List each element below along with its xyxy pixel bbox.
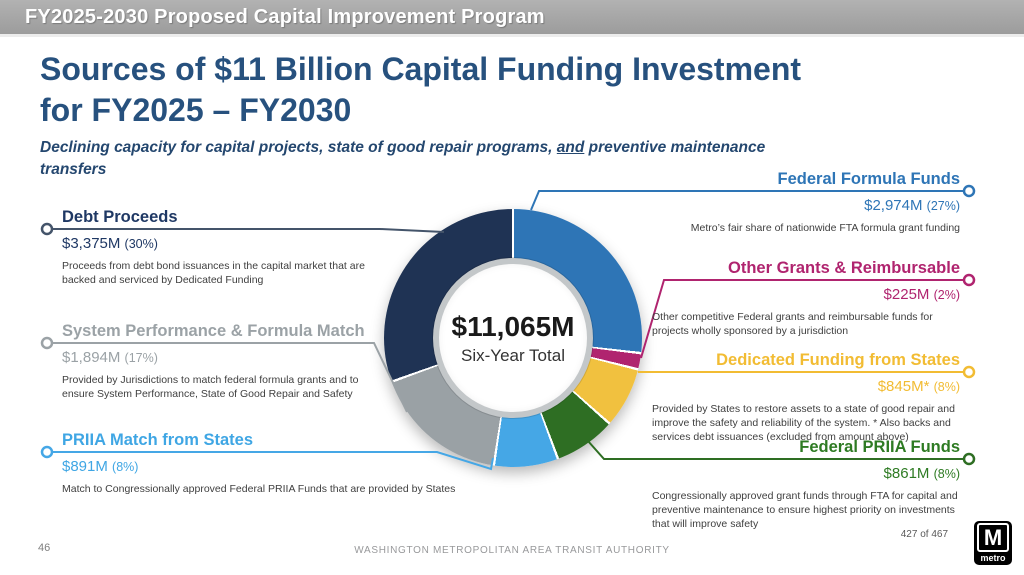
callout-title: PRIIA Match from States bbox=[62, 431, 254, 449]
callout-system-performance bbox=[62, 321, 407, 402]
federal-formula-callout-dot bbox=[964, 186, 974, 196]
metro-logo-frame bbox=[977, 523, 1009, 552]
callout-value: $3,375M (30%) bbox=[62, 235, 158, 252]
callout-description: Metro’s fair share of nationwide FTA formula grant funding bbox=[690, 222, 960, 234]
slide-counter: 427 of 467 bbox=[900, 529, 948, 540]
system-callout-dot bbox=[42, 338, 52, 348]
callout-title: Federal Formula Funds bbox=[777, 170, 960, 188]
donut-chart bbox=[384, 209, 642, 467]
callout-description: Other competitive Federal grants and reimbursable funds for projects wholly sponsored by a jurisdiction bbox=[652, 311, 933, 337]
callout-description: Match to Congressionally approved Federal PRIIA Funds that are provided by States bbox=[62, 483, 456, 495]
metro-logo bbox=[974, 521, 1012, 565]
callout-priia-match bbox=[62, 430, 532, 497]
callout-title: System Performance & Formula Match bbox=[62, 322, 365, 340]
callout-title: Debt Proceeds bbox=[62, 208, 178, 226]
page-title bbox=[40, 49, 990, 131]
callout-federal-priia-funds bbox=[652, 437, 960, 532]
callout-value: $891M (8%) bbox=[62, 458, 139, 475]
debt-callout-dot bbox=[42, 224, 52, 234]
donut-center bbox=[439, 264, 587, 412]
page-number: 46 bbox=[38, 542, 51, 554]
callout-value: $1,894M (17%) bbox=[62, 349, 158, 366]
donut-total-label: Six-Year Total bbox=[461, 345, 565, 365]
page-title-line1: Sources of $11 Billion Capital Funding Investment bbox=[40, 51, 802, 87]
callout-description: Proceeds from debt bond issuances in the capital market that are backed and serviced by Dedicated Funding bbox=[62, 260, 365, 286]
donut-total-value: $11,065M bbox=[451, 310, 575, 342]
callout-description: Provided by Jurisdictions to match federal formula grants and to ensure System Performance, State of Good Repair and Safety bbox=[62, 374, 359, 400]
callout-value: $2,974M (27%) bbox=[864, 197, 960, 214]
metro-logo-word: metro bbox=[980, 553, 1006, 563]
callout-description: Provided by States to restore assets to a state of good repair and improve the safety and reliability of the system. * Also backs and services debt issuances (excluded from amount above) bbox=[652, 403, 955, 443]
callout-title: Other Grants & Reimbursable bbox=[728, 259, 960, 277]
callout-title: Federal PRIIA Funds bbox=[799, 438, 960, 456]
page-subtitle: Declining capacity for capital projects, state of good repair programs, and preventive maintenance transfers bbox=[40, 139, 766, 178]
callout-other-grants bbox=[652, 258, 960, 339]
callout-description: Congressionally approved grant funds through FTA for capital and preventive maintenance to ensure highest priority on investments that will improve safety bbox=[652, 490, 958, 530]
callout-value: $861M (8%) bbox=[883, 465, 960, 482]
callout-federal-formula-funds bbox=[652, 169, 960, 236]
callout-dedicated-funding bbox=[652, 350, 960, 445]
dedicated-callout-dot bbox=[964, 367, 974, 377]
underlined-and: and bbox=[556, 139, 585, 156]
callout-title: Dedicated Funding from States bbox=[716, 351, 960, 369]
banner-text: FY2025-2030 Proposed Capital Improvement Program bbox=[25, 5, 545, 28]
callout-debt-proceeds bbox=[62, 207, 402, 288]
callout-value: $845M* (8%) bbox=[877, 378, 960, 395]
federal-priia-callout-dot bbox=[964, 454, 974, 464]
footer-organization: WASHINGTON METROPOLITAN AREA TRANSIT AUTHORITY bbox=[354, 545, 670, 556]
callout-value: $225M (2%) bbox=[883, 286, 960, 303]
other-grants-callout-dot bbox=[964, 275, 974, 285]
slide-banner bbox=[0, 0, 1024, 37]
priia-match-callout-dot bbox=[42, 447, 52, 457]
metro-logo-m: M bbox=[983, 524, 1003, 550]
page-title-line2: for FY2025 – FY2030 bbox=[40, 91, 352, 128]
